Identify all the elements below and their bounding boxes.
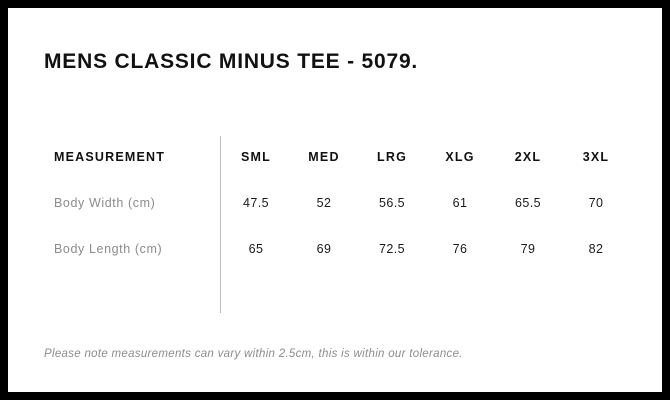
column-header-3xl: 3XL bbox=[582, 150, 610, 164]
page-title: MENS CLASSIC MINUS TEE - 5079. bbox=[44, 50, 419, 73]
table-row bbox=[44, 180, 630, 226]
column-header-lrg: LRG bbox=[377, 150, 407, 164]
cell-body-width-med: 52 bbox=[316, 196, 332, 210]
document-page bbox=[8, 8, 662, 392]
cell-body-length-sml: 65 bbox=[248, 242, 264, 256]
column-header-xlg: XLG bbox=[445, 150, 475, 164]
column-header-sml: SML bbox=[241, 150, 271, 164]
row-label-body-length: Body Length (cm) bbox=[54, 242, 163, 256]
column-header-2xl: 2XL bbox=[514, 150, 542, 164]
row-label-body-width: Body Width (cm) bbox=[54, 196, 156, 210]
column-header-measurement: MEASUREMENT bbox=[54, 150, 166, 164]
cell-body-length-lrg: 72.5 bbox=[379, 242, 405, 256]
cell-body-width-xlg: 61 bbox=[452, 196, 468, 210]
cell-body-width-2xl: 65.5 bbox=[515, 196, 541, 210]
tolerance-note: Please note measurements can vary within 2.5cm, this is within our tolerance. bbox=[44, 348, 463, 360]
cell-body-width-lrg: 56.5 bbox=[379, 196, 405, 210]
table-header-row bbox=[44, 134, 630, 180]
cell-body-width-3xl: 70 bbox=[588, 196, 604, 210]
table-row bbox=[44, 226, 630, 272]
cell-body-length-2xl: 79 bbox=[520, 242, 536, 256]
cell-body-length-3xl: 82 bbox=[588, 242, 604, 256]
cell-body-width-sml: 47.5 bbox=[243, 196, 269, 210]
cell-body-length-med: 69 bbox=[316, 242, 332, 256]
column-header-med: MED bbox=[308, 150, 340, 164]
size-chart-table bbox=[44, 134, 630, 272]
cell-body-length-xlg: 76 bbox=[452, 242, 468, 256]
